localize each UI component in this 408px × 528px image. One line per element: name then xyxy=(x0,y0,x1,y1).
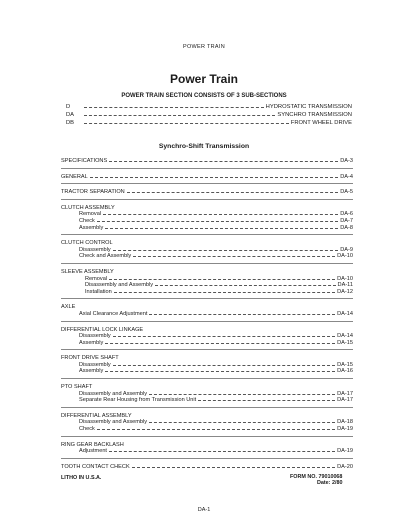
toc-page: DA-10 xyxy=(337,275,353,282)
divider xyxy=(61,234,353,235)
divider xyxy=(61,168,353,169)
toc-page: DA-11 xyxy=(337,282,353,289)
toc-label: GENERAL xyxy=(61,173,88,180)
toc-heading-clutch-assembly xyxy=(61,205,353,212)
toc-page: DA-12 xyxy=(337,288,353,295)
dot-leader xyxy=(105,343,335,344)
toc-heading-differential-lock-linkage xyxy=(61,327,353,334)
toc-entry[interactable] xyxy=(61,218,353,225)
divider xyxy=(61,378,353,379)
toc-label: Axial Clearance Adjustment xyxy=(79,310,148,317)
dot-leader xyxy=(149,394,335,395)
dot-leader xyxy=(127,192,339,193)
toc-entry[interactable] xyxy=(61,333,353,340)
divider xyxy=(61,298,353,299)
subsection-row xyxy=(66,112,352,120)
toc-entry[interactable] xyxy=(61,368,353,375)
toc-label: FRONT DRIVE SHAFT xyxy=(61,355,119,362)
toc-label: SPECIFICATIONS xyxy=(61,158,108,164)
section-title: Synchro-Shift Transmission xyxy=(158,143,250,150)
toc-page: DA-15 xyxy=(337,339,353,346)
toc-entry[interactable] xyxy=(61,391,353,398)
subsection-row xyxy=(66,120,352,128)
subsections-list xyxy=(66,104,352,128)
dot-leader xyxy=(97,429,335,430)
toc-entry[interactable] xyxy=(61,419,353,426)
toc-entry-tooth-contact-check[interactable] xyxy=(61,464,353,471)
dot-leader xyxy=(84,115,275,116)
toc-label: TOOTH CONTACT CHECK xyxy=(61,463,130,470)
dot-leader xyxy=(113,250,339,251)
toc-entry[interactable] xyxy=(61,311,353,318)
table-of-contents xyxy=(61,158,353,470)
dot-leader xyxy=(133,256,335,257)
toc-heading-axle xyxy=(61,304,353,311)
toc-entry[interactable] xyxy=(61,340,353,347)
form-info xyxy=(290,474,342,487)
toc-label: Disassembly and Assembly xyxy=(79,390,148,397)
toc-label: Check xyxy=(79,217,95,224)
toc-heading-front-drive-shaft xyxy=(61,355,353,362)
toc-label: SLEEVE ASSEMBLY xyxy=(61,268,114,275)
toc-entry[interactable] xyxy=(61,448,353,455)
toc-page: DA-10 xyxy=(337,253,353,260)
toc-label: Assembly xyxy=(79,224,104,231)
toc-page: DA-18 xyxy=(337,419,353,426)
dot-leader xyxy=(149,422,335,423)
toc-label: Removal xyxy=(79,211,102,218)
subsection-code: D xyxy=(66,104,71,110)
toc-label: AXLE xyxy=(61,304,76,311)
toc-page: DA-19 xyxy=(337,426,353,433)
divider xyxy=(61,349,353,350)
subsection-row xyxy=(66,104,352,112)
toc-page: DA-20 xyxy=(337,463,353,470)
toc-label: Adjustment xyxy=(79,448,107,455)
dot-leader xyxy=(114,292,335,293)
toc-entry[interactable] xyxy=(61,282,353,289)
toc-entry[interactable] xyxy=(61,426,353,433)
dot-leader xyxy=(105,371,335,372)
subsection-code: DA xyxy=(66,112,75,118)
toc-page: DA-5 xyxy=(340,189,353,196)
toc-entry-general[interactable] xyxy=(61,174,353,181)
toc-entry[interactable] xyxy=(61,253,353,260)
divider xyxy=(61,436,353,437)
page-title: Power Train xyxy=(169,72,239,86)
dot-leader xyxy=(149,314,335,315)
dot-leader xyxy=(109,451,335,452)
toc-entry[interactable] xyxy=(61,247,353,254)
dot-leader xyxy=(198,400,335,401)
toc-label: Disassembly and Assembly xyxy=(85,282,154,289)
toc-page: DA-8 xyxy=(340,224,353,231)
toc-label: Removal xyxy=(85,275,108,282)
toc-entry[interactable] xyxy=(61,397,353,404)
toc-heading-differential-assembly xyxy=(61,413,353,420)
toc-label: Check xyxy=(79,426,95,433)
subsection-name: FRONT WHEEL DRIVE xyxy=(290,120,352,126)
toc-label: Disassembly xyxy=(79,246,111,253)
toc-entry-tractor-separation[interactable] xyxy=(61,189,353,196)
litho-note: LITHO IN U.S.A. xyxy=(61,475,102,481)
toc-heading-pto-shaft xyxy=(61,384,353,391)
toc-label: Assembly xyxy=(79,339,104,346)
dot-leader xyxy=(84,107,264,108)
toc-page: DA-3 xyxy=(340,158,353,164)
toc-page: DA-17 xyxy=(337,397,353,404)
toc-page: DA-19 xyxy=(337,448,353,455)
toc-label: Installation xyxy=(85,288,112,295)
toc-label: TRACTOR SEPARATION xyxy=(61,189,125,196)
toc-entry[interactable] xyxy=(61,276,353,283)
toc-label: Disassembly and Assembly xyxy=(79,419,148,426)
toc-label: Assembly xyxy=(79,368,104,375)
form-date: Date: 2/80 xyxy=(316,480,343,487)
dot-leader xyxy=(103,214,338,215)
toc-entry[interactable] xyxy=(61,362,353,369)
dot-leader xyxy=(155,285,335,286)
toc-page: DA-9 xyxy=(340,246,353,253)
toc-entry[interactable] xyxy=(61,225,353,232)
toc-page: DA-17 xyxy=(337,390,353,397)
toc-label: DIFFERENTIAL ASSEMBLY xyxy=(61,412,132,419)
toc-label: CLUTCH CONTROL xyxy=(61,240,113,247)
toc-page: DA-14 xyxy=(337,333,353,340)
toc-page: DA-4 xyxy=(340,173,353,180)
page-number: DA-1 xyxy=(197,507,211,513)
toc-heading-ring-gear-backlash xyxy=(61,442,353,449)
toc-label: CLUTCH ASSEMBLY xyxy=(61,204,115,211)
dot-leader xyxy=(97,221,338,222)
toc-label: DIFFERENTIAL LOCK LINKAGE xyxy=(61,326,144,333)
dot-leader xyxy=(90,177,339,178)
toc-label: Check and Assembly xyxy=(79,253,132,260)
toc-heading-clutch-control xyxy=(61,240,353,247)
dot-leader xyxy=(109,279,335,280)
divider xyxy=(61,263,353,264)
toc-label: Separate Rear Housing from Transmission Unit xyxy=(79,397,197,404)
divider xyxy=(61,458,353,459)
dot-leader xyxy=(113,336,335,337)
divider xyxy=(61,407,353,408)
dot-leader xyxy=(109,161,338,162)
toc-page: DA-7 xyxy=(340,217,353,224)
divider xyxy=(61,321,353,322)
subsection-name: HYDROSTATIC TRANSMISSION xyxy=(265,104,352,110)
toc-entry[interactable] xyxy=(61,211,353,218)
toc-label: PTO SHAFT xyxy=(61,384,93,391)
subsection-name: SYNCHRO TRANSMISSION xyxy=(277,112,352,118)
toc-page: DA-16 xyxy=(337,368,353,375)
toc-entry-specifications[interactable] xyxy=(61,158,353,165)
page-header: POWER TRAIN xyxy=(182,44,225,50)
toc-page: DA-14 xyxy=(337,310,353,317)
toc-label: RING GEAR BACKLASH xyxy=(61,441,124,448)
toc-heading-sleeve-assembly xyxy=(61,269,353,276)
toc-label: Disassembly xyxy=(79,333,111,340)
form-number: FORM NO. 79010068 xyxy=(290,474,343,480)
toc-page: DA-6 xyxy=(340,211,353,218)
subsection-code: DB xyxy=(66,120,75,126)
dot-leader xyxy=(84,123,289,124)
dot-leader xyxy=(105,228,338,229)
toc-entry[interactable] xyxy=(61,289,353,296)
divider xyxy=(61,183,353,184)
subsections-heading: POWER TRAIN SECTION CONSISTS OF 3 SUB-SECTIONS xyxy=(121,93,287,99)
divider xyxy=(61,199,353,200)
toc-page: DA-15 xyxy=(337,361,353,368)
toc-label: Disassembly xyxy=(79,361,111,368)
dot-leader xyxy=(132,467,335,468)
dot-leader xyxy=(113,365,335,366)
